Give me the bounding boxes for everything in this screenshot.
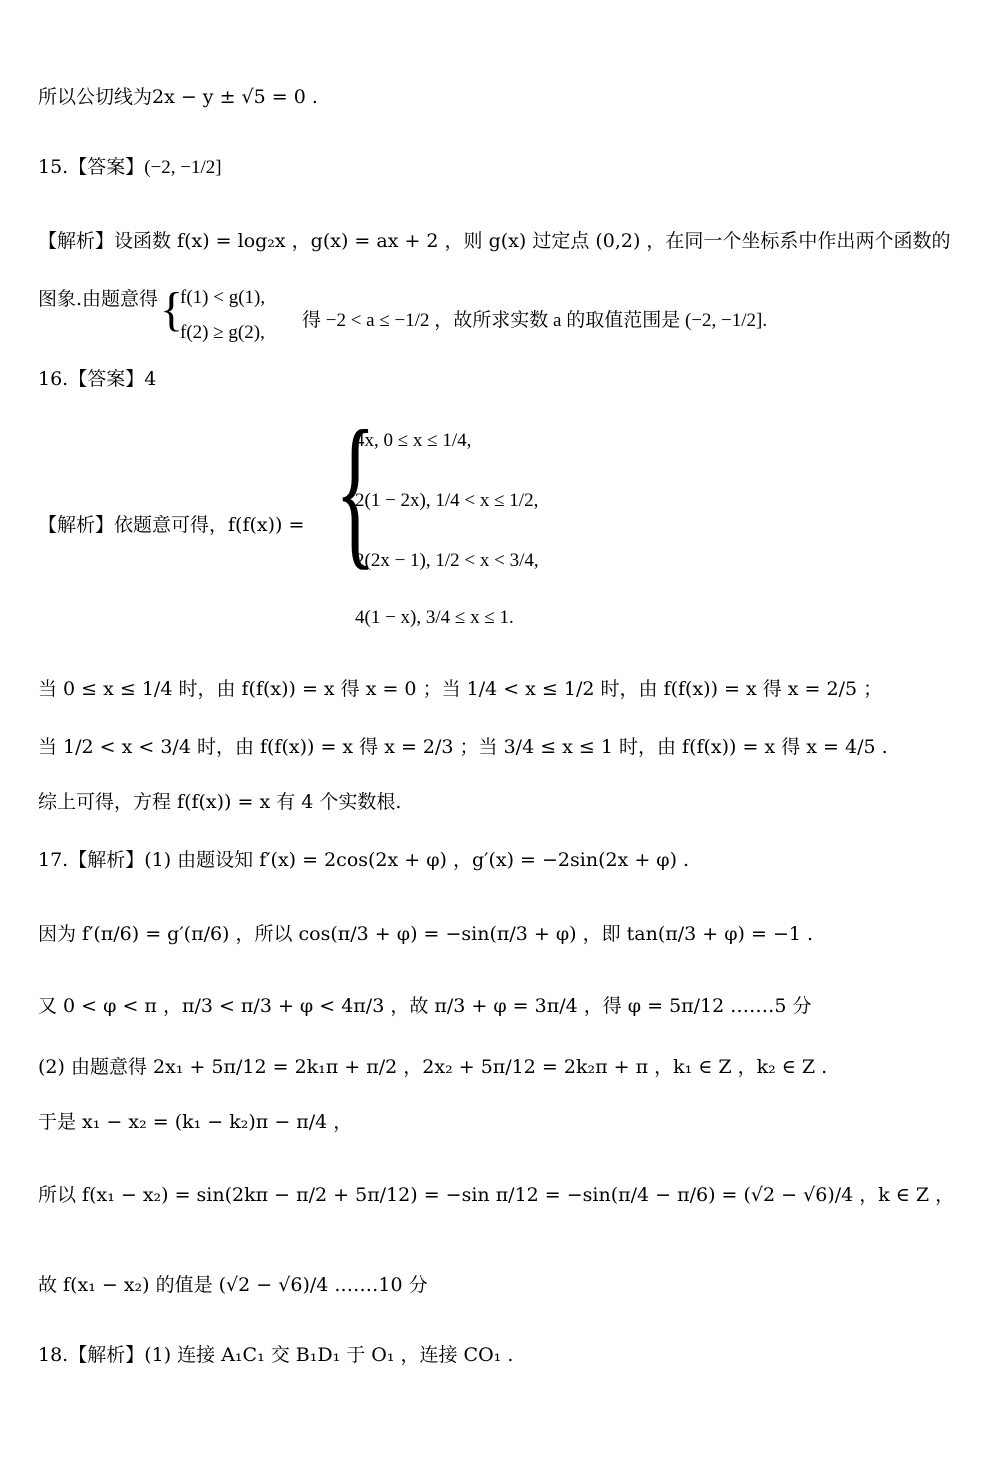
- q16-case-1: 4x, 0 ≤ x ≤ 1/4,: [355, 430, 472, 451]
- q16-line-c: 综上可得，方程 f(f(x)) = x 有 4 个实数根.: [38, 791, 402, 813]
- line-tangent: 所以公切线为2x − y ± √5 = 0 .: [38, 86, 318, 108]
- q17-line-2: 因为 f′(π/6) = g′(π/6) ，所以 cos(π/3 + φ) = −sin(π/3 + φ) ，即 tan(π/3 + φ) = −1 .: [38, 923, 814, 945]
- q18-line-1: 18.【解析】(1) 连接 A₁C₁ 交 B₁D₁ 于 O₁ ，连接 CO₁ .: [38, 1344, 514, 1366]
- q16-line-a: 当 0 ≤ x ≤ 1/4 时，由 f(f(x)) = x 得 x = 0 ；当 1/4 < x ≤ 1/2 时，由 f(f(x)) = x 得 x = 2/5 ；: [38, 678, 883, 700]
- q17-line-5: 于是 x₁ − x₂ = (k₁ − k₂)π − π/4 ，: [38, 1111, 353, 1133]
- q17-line-4: (2) 由题意得 2x₁ + 5π/12 = 2k₁π + π/2 ，2x₂ + 5π/12 = 2k₂π + π ，k₁ ∈ Z ，k₂ ∈ Z .: [38, 1056, 828, 1078]
- q15-case-2: f(2) ≥ g(2),: [180, 322, 265, 343]
- q15-analysis-2b: 得 −2 < a ≤ −1/2 ，故所求实数 a 的取值范围是 (−2, −1/2].: [302, 310, 768, 331]
- q17-line-6: 所以 f(x₁ − x₂) = sin(2kπ − π/2 + 5π/12) = −sin π/12 = −sin(π/4 − π/6) = (√2 − √6)/4 ，k ∈ Z ，: [38, 1184, 955, 1206]
- q17-line-7: 故 f(x₁ − x₂) 的值是 (√2 − √6)/4 .……10 分: [38, 1274, 428, 1296]
- q15-case-1: f(1) < g(1),: [180, 287, 266, 308]
- q17-line-3: 又 0 < φ < π ，π/3 < π/3 + φ < 4π/3 ，故 π/3 + φ = 3π/4 ，得 φ = 5π/12 .……5 分: [38, 995, 812, 1017]
- q15-answer: 15.【答案】(−2, −1/2]: [38, 156, 222, 178]
- q16-case-2: 2(1 − 2x), 1/4 < x ≤ 1/2,: [355, 490, 539, 511]
- q16-case-3: 2(2x − 1), 1/2 < x < 3/4,: [355, 550, 539, 571]
- q15-analysis-1: 【解析】设函数 f(x) = log₂x ，g(x) = ax + 2 ，则 g(x) 过定点 (0,2) ，在同一个坐标系中作出两个函数的: [38, 230, 951, 252]
- q16-case-4: 4(1 − x), 3/4 ≤ x ≤ 1.: [355, 607, 514, 628]
- q15-analysis-2: 图象.由题意得: [38, 288, 159, 310]
- q16-analysis-lead: 【解析】依题意可得，f(f(x)) =: [38, 514, 305, 536]
- q15-brace: {: [160, 283, 184, 336]
- q16-brace: {: [335, 396, 376, 584]
- q16-answer: 16.【答案】4: [38, 368, 157, 390]
- q17-line-1: 17.【解析】(1) 由题设知 f′(x) = 2cos(2x + φ) ，g′(x) = −2sin(2x + φ) .: [38, 849, 690, 871]
- q16-line-b: 当 1/2 < x < 3/4 时，由 f(f(x)) = x 得 x = 2/3 ；当 3/4 ≤ x ≤ 1 时，由 f(f(x)) = x 得 x = 4/5 .: [38, 736, 888, 758]
